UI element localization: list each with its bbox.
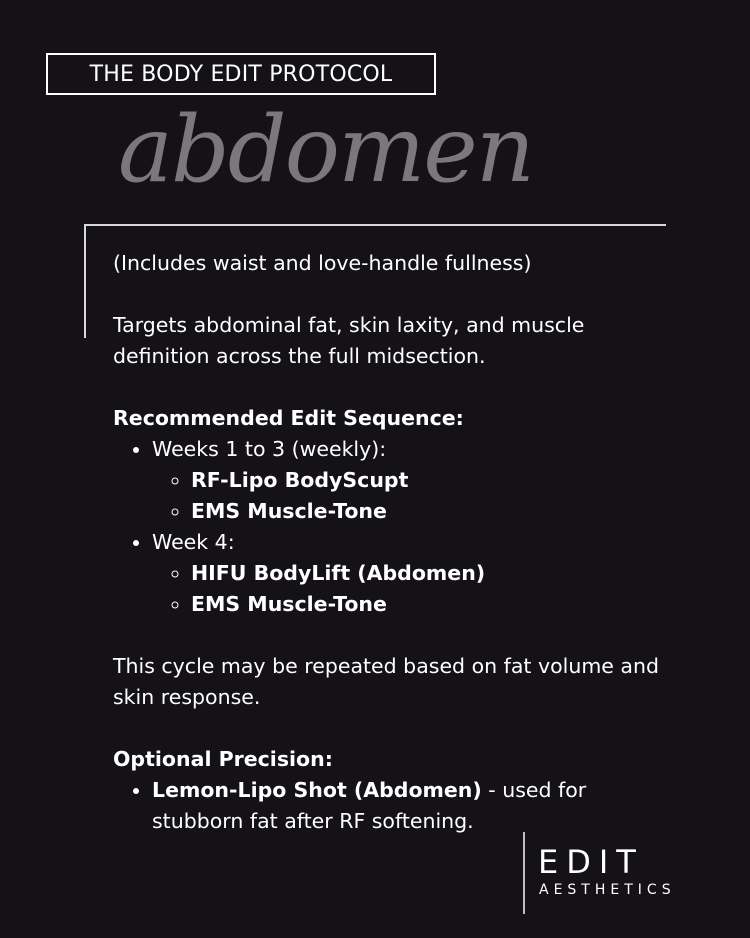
logo-divider <box>523 832 525 914</box>
phase-item <box>152 434 683 527</box>
optional-item-note: - used for stubborn fat after RF softening. <box>152 778 587 833</box>
protocol-label: THE BODY EDIT PROTOCOL <box>89 61 393 87</box>
protocol-label-box <box>46 53 436 95</box>
includes-note: (Includes waist and love-handle fullness) <box>113 251 532 275</box>
optional-item <box>152 775 683 837</box>
sequence-heading: Recommended Edit Sequence: <box>113 406 464 430</box>
protocol-content <box>113 248 683 837</box>
optional-item-name: Lemon-Lipo Shot (Abdomen) <box>152 778 482 802</box>
phase-item <box>152 527 683 620</box>
brand-logo-tagline: AESTHETICS <box>539 882 676 898</box>
treatment-item: ◦ EMS Muscle-Tone <box>191 496 683 527</box>
area-title: abdomen <box>118 96 533 203</box>
title-underline-divider <box>84 224 666 226</box>
phase-label: Week 4: <box>152 530 235 554</box>
description-text: Targets abdominal fat, skin laxity, and muscle definition across the full midsection. <box>113 313 585 368</box>
treatment-item: ◦ RF-Lipo BodyScupt <box>191 465 683 496</box>
treatment-item: ◦ HIFU BodyLift (Abdomen) <box>191 558 683 589</box>
brand-logo-name: EDIT <box>538 843 644 881</box>
treatment-list <box>152 465 683 527</box>
treatment-list <box>152 558 683 620</box>
content-left-divider <box>84 224 86 338</box>
treatment-item: ◦ EMS Muscle-Tone <box>191 589 683 620</box>
optional-list <box>113 775 683 837</box>
repeat-note: This cycle may be repeated based on fat volume and skin response. <box>113 654 659 709</box>
phase-label: Weeks 1 to 3 (weekly): <box>152 437 387 461</box>
optional-heading: Optional Precision: <box>113 747 333 771</box>
sequence-list <box>113 434 683 620</box>
